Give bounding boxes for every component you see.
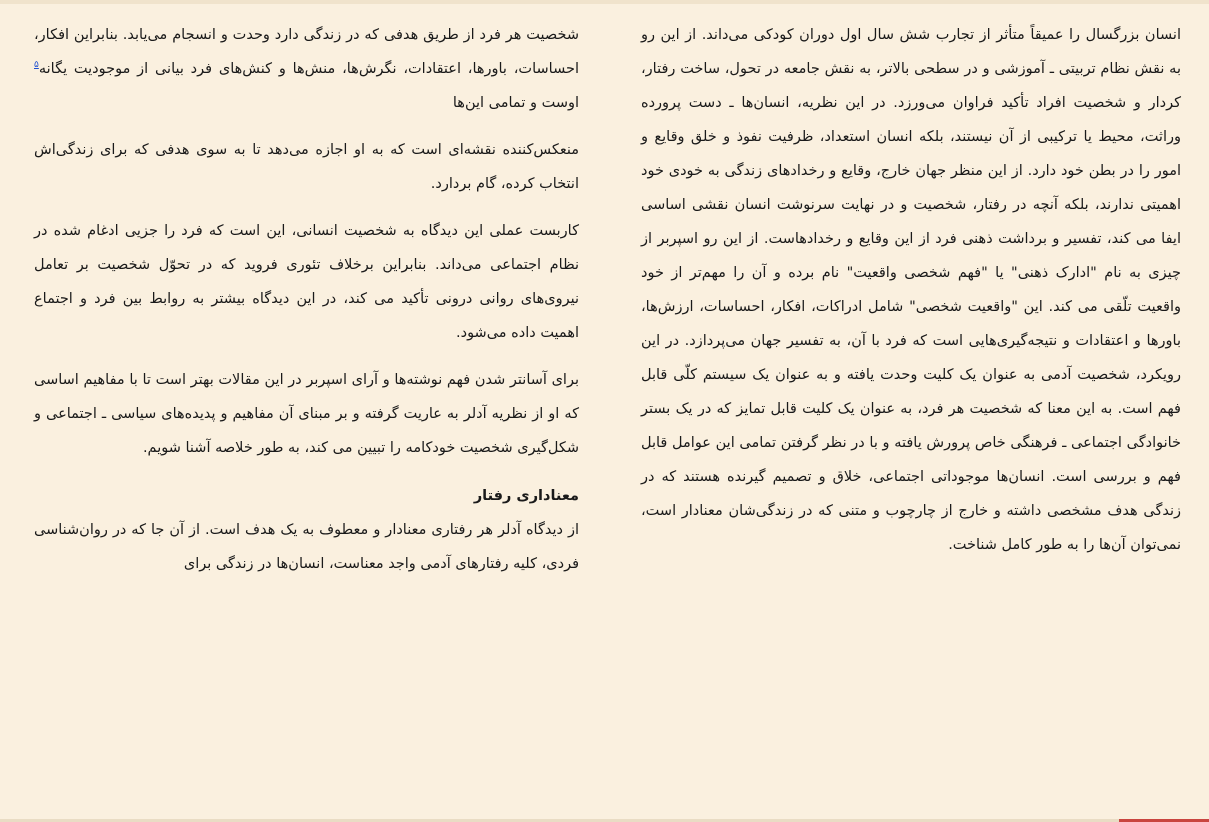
paragraph	[34, 18, 579, 120]
paragraph: کاربست عملی این دیدگاه به شخصیت انسانی، این است که فرد را جزیی ادغام شده در نظام اجتماعی می‌داند. بنابراین برخلاف تئوری فروید که در تحوّل شخصیت بر تعامل نیروی‌های روانی درونی تأکید می کند، در این دیدگاه بیشتر به روابط بین فرد و اجتماع اهمیت داده می‌شود.	[34, 223, 579, 341]
footnote-link[interactable]: ۵	[34, 60, 39, 71]
section-heading: معناداری رفتار	[473, 488, 579, 504]
left-text-column	[34, 18, 579, 581]
paragraph: برای آسانتر شدن فهم نوشته‌ها و آرای اسپربر در این مقالات بهتر است تا با مفاهیم اساسی که او از نظریه آدلر به عاریت گرفته و بر مبنای آن مفاهیم و پدیده‌های سیاسی ـ اجتماعی و شکل‌گیری شخصیت خودکامه را تبیین می کند، به طور خلاصه آشنا شویم.	[34, 372, 579, 456]
paragraph: منعکس‌کننده نقشه‌ای است که به او اجازه می‌دهد تا به سوی هدفی که برای زندگی‌اش انتخاب کرده، گام بردارد.	[34, 142, 579, 192]
paragraph: از دیدگاه آدلر هر رفتاری معنادار و معطوف به یک هدف است. از آن جا که در روان‌شناسی فردی، کلیه رفتارهای آدمی واجد معناست، انسان‌ها در زندگی برای	[34, 522, 579, 572]
paragraph-text: شخصیت هر فرد از طریق هدفی که در زندگی دارد وحدت و انسجام می‌یابد. بنابراین افکار، احساسات، باورها، اعتقادات، نگرش‌ها، منش‌ها و کنش‌های فرد بیانی از موجودیت یگانه	[34, 27, 579, 77]
paragraph: انسان بزرگسال را عمیقاً متأثر از تجارب شش سال اول دوران کودکی می‌داند. از این رو به نقش نظام تربیتی ـ آموزشی و در سطحی بالاتر، به نقش جامعه در تحول، ساخت رفتار، کردار و شخصیت افراد تأکید فراوان می‌ورزد. در این نظریه، انسان‌ها ـ دست پرورده وراثت، محیط یا ترکیبی از آن نیستند، بلکه انسان استعداد، ظرفیت نفوذ و خلق وقایع و امور را در بطن خود دارد. از این منظر جهان خارج، وقایع و رخدادهای زندگی به خودی خود اهمیتی ندارند، بلکه آنچه در رفتار، شخصیت و در نهایت سرنوشت انسان نقشی اساسی ایفا می کند، تفسیر و برداشت ذهنی فرد از این وقایع و رخدادهاست. از این رو اسپربر از چیزی به نام "ادارک ذهنی" یا "فهم شخصی واقعیت" نام برده و آن را مهم‌تر از خود واقعیت تلّقی می کند. این "واقعیت شخصی" شامل ادراکات، افکار، احساسات، ارزش‌ها، باورها و اعتقادات و نتیجه‌گیری‌هایی است که فرد با آن، به تفسیر جهان می‌پردازد. در این رویکرد، شخصیت آدمی به عنوان یک کلیت وحدت یافته و به عنوان یک سیستم کلّی قابل فهم است. به این معنا که شخصیت هر فرد، به عنوان یک کلیت قابل تمایز که در یک بستر خانوادگی اجتماعی ـ فرهنگی خاص پرورش یافته و با در نظر گرفتن تمامی این عوامل قابل فهم و بررسی است. انسان‌ها موجوداتی اجتماعی، خلاق و تصمیم گیرنده هستند که در زندگی هدف مشخصی داشته و خارج از چارچوب و متنی که در زندگی‌شان معنادار است، نمی‌توان آن‌ها را به طور کامل شناخت.	[641, 27, 1181, 553]
right-text-column	[641, 18, 1181, 562]
paragraph-text: اوست و تمامی این‌ها	[452, 95, 579, 111]
